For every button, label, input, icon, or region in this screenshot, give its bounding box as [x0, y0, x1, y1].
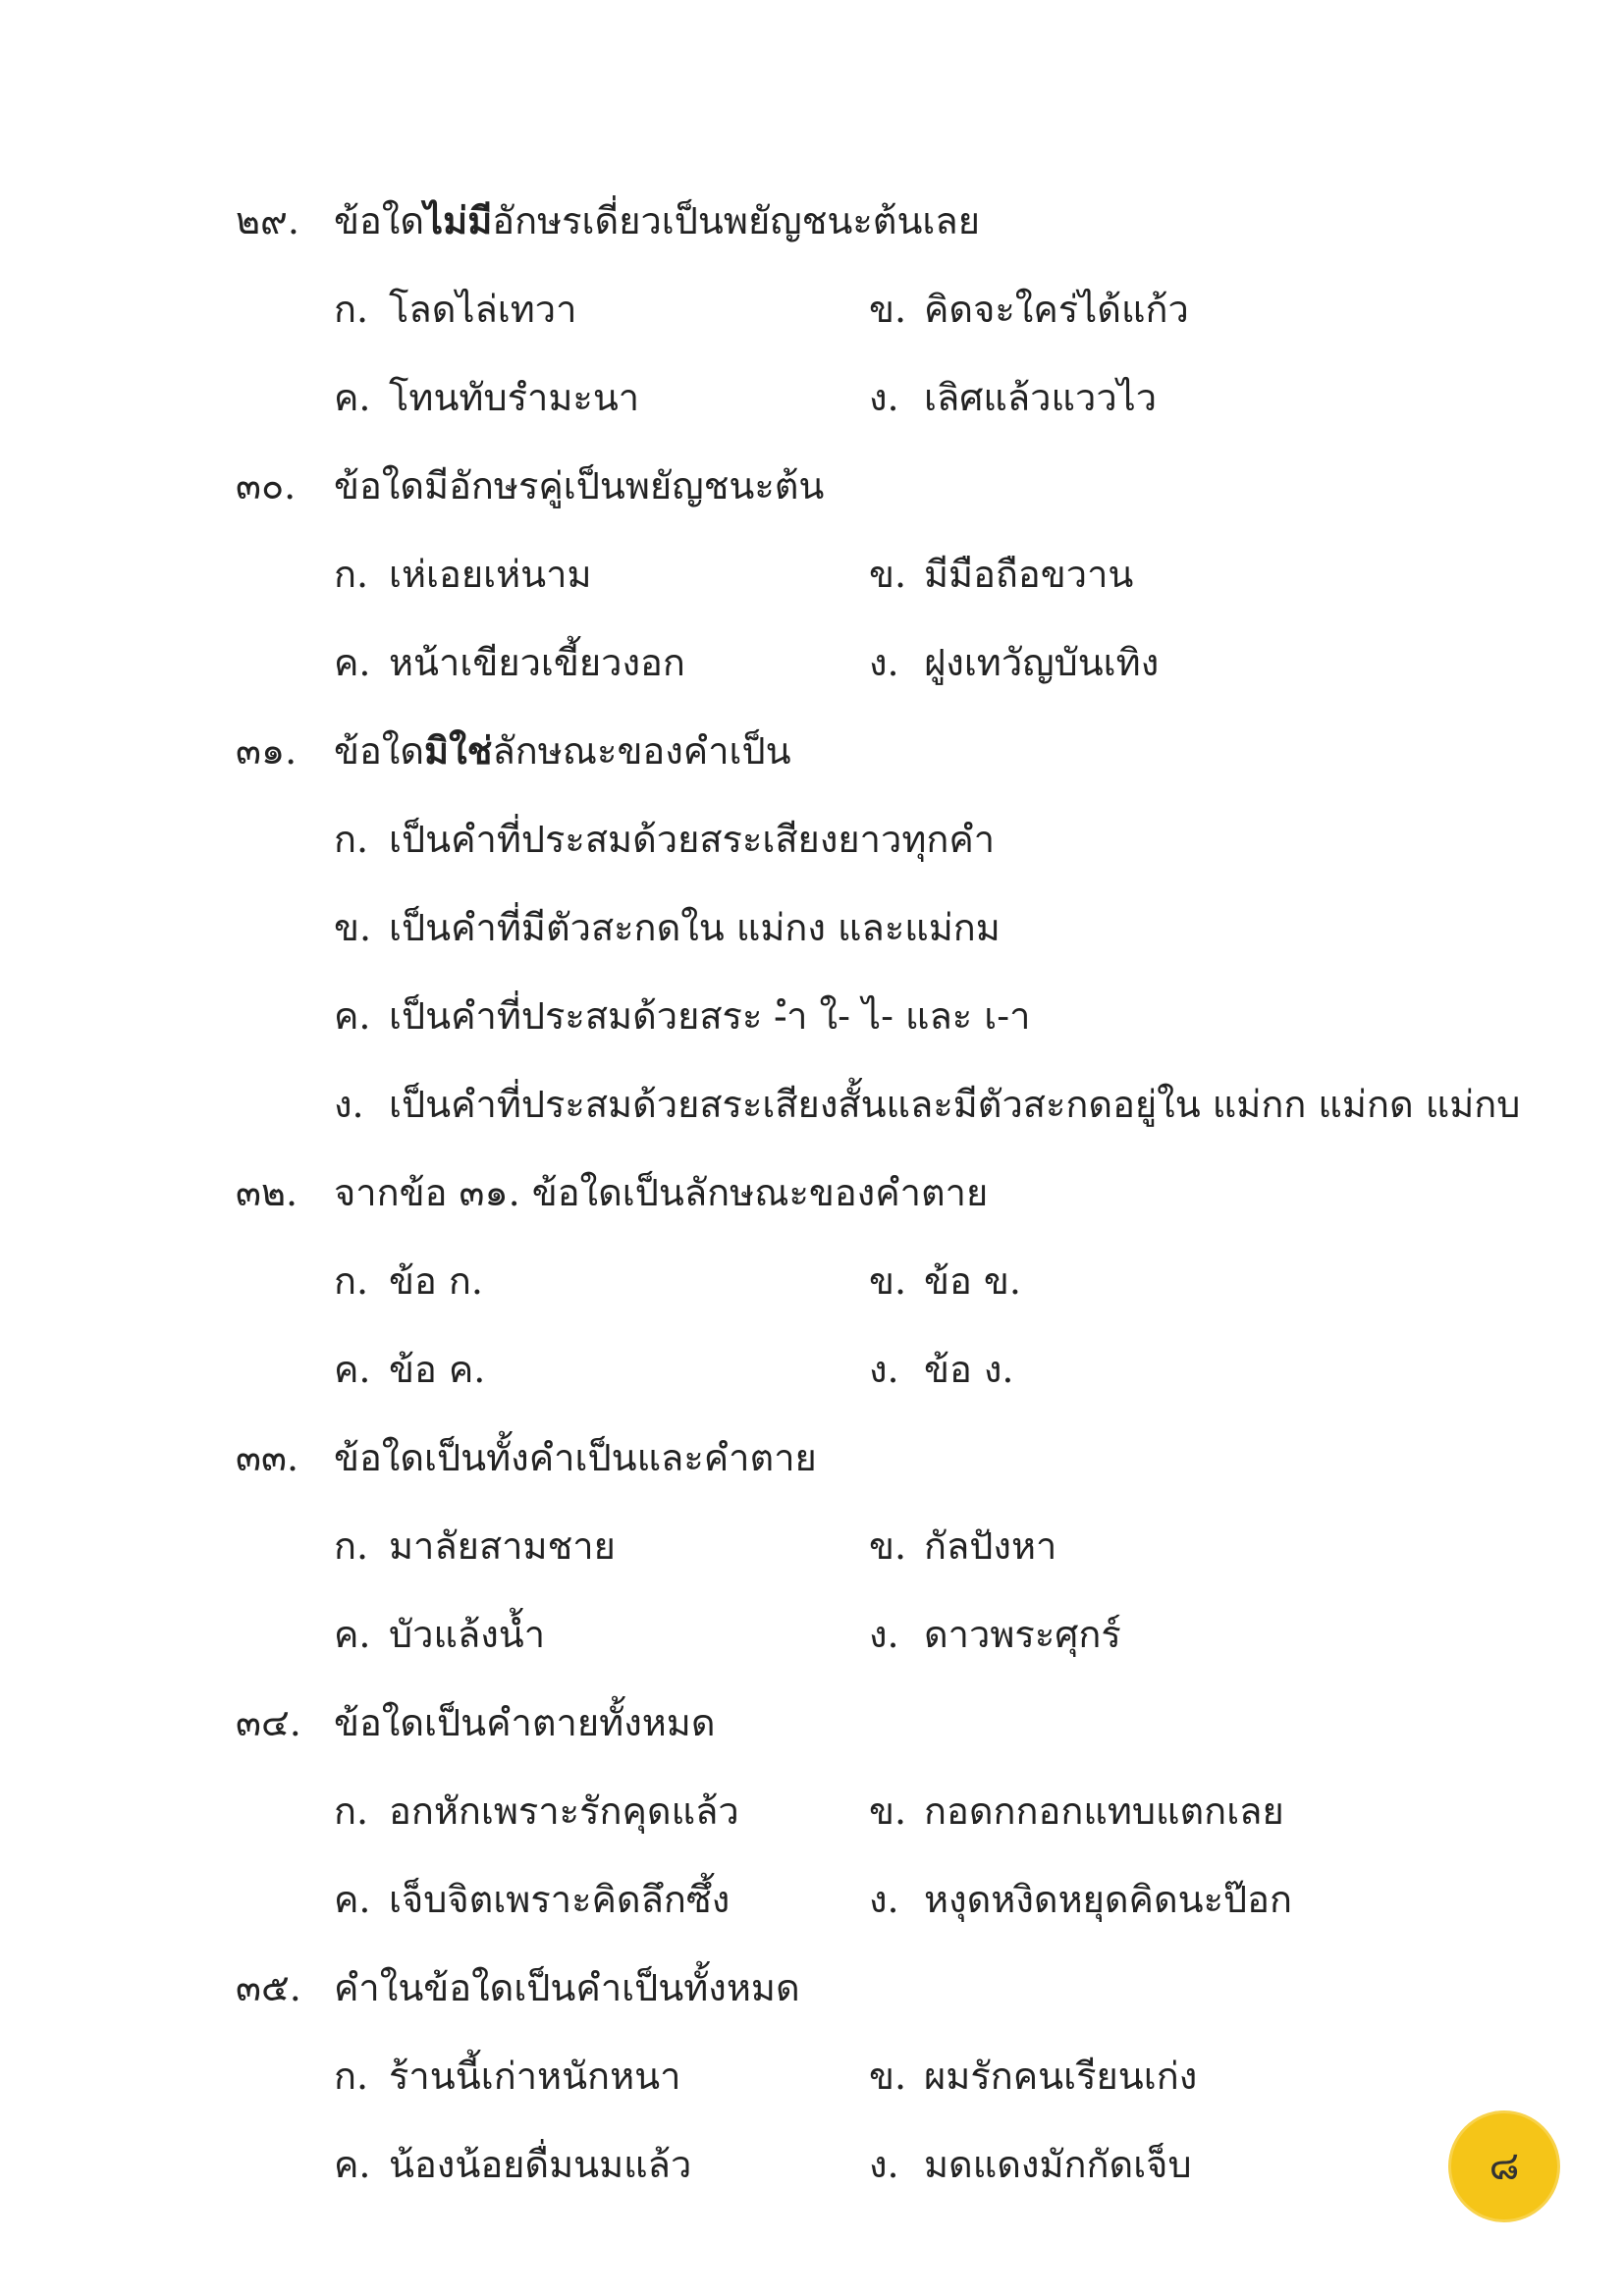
choice-b: [869, 265, 1189, 353]
question-line: [0, 442, 1624, 530]
choice-b: [334, 883, 1001, 972]
question-text: ข้อใดเป็นทั้งคำเป็นและคำตาย: [334, 1436, 817, 1479]
choice-row: [0, 530, 1624, 618]
choice-a: [334, 1767, 739, 1855]
choice-text: ข้อ ง.: [924, 1348, 1014, 1391]
choice-text: บัวแล้งน้ำ: [389, 1613, 546, 1656]
question-text-pre: ข้อใด: [334, 199, 425, 242]
choice-text: มีมือถือขวาน: [924, 553, 1134, 596]
choice-letter: ก.: [334, 1789, 369, 1833]
choice-row: [0, 1237, 1624, 1325]
choice-letter: ค.: [334, 1348, 371, 1391]
choice-letter: ง.: [869, 1613, 899, 1656]
question-35: [0, 1944, 1624, 2209]
choice-letter: ค.: [334, 376, 371, 419]
question-line: [0, 1414, 1624, 1502]
question-34: [0, 1679, 1624, 1944]
choice-letter: ข.: [334, 906, 372, 949]
choice-row: [0, 1325, 1624, 1414]
question-text-post: ลักษณะของคำเป็น: [492, 729, 791, 773]
choice-d: [869, 2120, 1192, 2209]
question-text: [334, 707, 791, 795]
choice-c: [334, 1325, 485, 1414]
choice-row: [0, 1855, 1624, 1944]
choice-letter: ก.: [334, 1524, 369, 1568]
choice-d: [334, 1060, 1520, 1148]
question-text: คำในข้อใดเป็นคำเป็นทั้งหมด: [334, 1966, 800, 2009]
choice-c: [334, 1590, 545, 1679]
choice-a: [334, 1237, 483, 1325]
question-text-emphasis: มิใช่: [424, 728, 493, 773]
choice-c: [334, 2120, 691, 2209]
choice-letter: ง.: [869, 1878, 899, 1921]
choice-text: ร้านนี้เก่าหนักหนา: [389, 2055, 681, 2098]
choice-text: เป็นคำที่ประสมด้วยสระ -ำ ใ- ไ- และ เ-า: [389, 994, 1031, 1038]
choice-a: [334, 265, 576, 353]
choice-letter: ก.: [334, 818, 369, 861]
choice-text: กัลปังหา: [924, 1524, 1057, 1568]
choice-row: [0, 1502, 1624, 1590]
page-number: ๘: [1489, 2144, 1520, 2189]
question-text-pre: ข้อใด: [334, 729, 425, 773]
choice-letter: ข.: [869, 1524, 907, 1568]
choice-row: [0, 353, 1624, 442]
choice-b: [869, 2032, 1197, 2120]
choice-row: [0, 883, 1624, 972]
choice-text: เห่เอยเห่นาม: [389, 553, 592, 596]
question-number: ๓๓.: [236, 1436, 299, 1479]
choice-row: [0, 265, 1624, 353]
choice-c: [334, 972, 1030, 1060]
choice-letter: ค.: [334, 994, 371, 1038]
choice-letter: ค.: [334, 1613, 371, 1656]
choice-row: [0, 1767, 1624, 1855]
choice-a: [334, 530, 592, 618]
question-32: [0, 1148, 1624, 1414]
choice-text: โลดไล่เทวา: [389, 288, 577, 331]
choice-letter: ค.: [334, 641, 371, 684]
choice-row: [0, 1590, 1624, 1679]
choice-letter: ค.: [334, 1878, 371, 1921]
choice-letter: ข.: [869, 2055, 907, 2098]
choice-c: [334, 353, 639, 442]
question-number: ๓๒.: [236, 1171, 298, 1214]
choice-text: โทนทับรำมะนา: [389, 376, 640, 419]
choice-b: [869, 1502, 1056, 1590]
choice-letter: ง.: [869, 641, 899, 684]
choice-letter: ง.: [869, 376, 899, 419]
question-number: ๓๔.: [236, 1701, 301, 1744]
question-text: [334, 177, 980, 265]
choice-letter: ข.: [869, 1789, 907, 1833]
choice-text: คิดจะใคร่ได้แก้ว: [924, 288, 1189, 331]
question-line: [0, 1679, 1624, 1767]
choice-letter: ก.: [334, 288, 369, 331]
choice-row: [0, 795, 1624, 883]
choice-a: [334, 1502, 616, 1590]
choice-text: เป็นคำที่มีตัวสะกดใน แม่กง และแม่กม: [389, 906, 1001, 949]
question-text: ข้อใดเป็นคำตายทั้งหมด: [334, 1701, 716, 1744]
choice-letter: ค.: [334, 2143, 371, 2186]
choice-text: ผมรักคนเรียนเก่ง: [924, 2055, 1198, 2098]
choice-letter: ง.: [869, 1348, 899, 1391]
choice-text: เป็นคำที่ประสมด้วยสระเสียงยาวทุกคำ: [389, 818, 996, 861]
question-text: ข้อใดมีอักษรคู่เป็นพยัญชนะต้น: [334, 464, 825, 507]
choice-b: [869, 530, 1133, 618]
choice-text: มาลัยสามชาย: [389, 1524, 616, 1568]
choice-text: เป็นคำที่ประสมด้วยสระเสียงสั้นและมีตัวสะกดอยู่ใน แม่กก แม่กด แม่กบ: [389, 1083, 1521, 1126]
question-text-emphasis: ไม่มี: [424, 198, 493, 242]
choice-d: [869, 1590, 1121, 1679]
choice-a: [334, 2032, 680, 2120]
choice-text: ข้อ ก.: [389, 1259, 483, 1303]
choice-text: หน้าเขียวเขี้ยวงอก: [389, 641, 685, 684]
choice-text: ฝูงเทวัญบันเทิง: [924, 641, 1160, 684]
choice-text: กอดกกอกแทบแตกเลย: [924, 1789, 1284, 1833]
choice-text: หงุดหงิดหยุดคิดนะป๊อก: [924, 1878, 1292, 1921]
question-line: [0, 1148, 1624, 1237]
question-text-post: อักษรเดี่ยวเป็นพยัญชนะต้นเลย: [492, 199, 980, 242]
question-number: ๓๑.: [236, 729, 298, 773]
question-line: [0, 1944, 1624, 2032]
choice-text: ข้อ ข.: [924, 1259, 1021, 1303]
choice-text: ข้อ ค.: [389, 1348, 486, 1391]
choice-row: [0, 2032, 1624, 2120]
question-number: ๓๕.: [236, 1966, 301, 2009]
question-30: [0, 442, 1624, 707]
choice-letter: ข.: [869, 553, 907, 596]
choice-letter: ข.: [869, 1259, 907, 1303]
choice-row: [0, 618, 1624, 707]
choice-c: [334, 1855, 730, 1944]
choice-text: น้องน้อยดื่มนมแล้ว: [389, 2143, 692, 2186]
question-line: [0, 707, 1624, 795]
choice-c: [334, 618, 685, 707]
choice-text: อกหักเพราะรักคุดแล้ว: [389, 1789, 739, 1833]
choice-letter: ง.: [334, 1083, 364, 1126]
question-number: ๓๐.: [236, 464, 297, 507]
choice-a: [334, 795, 995, 883]
choice-letter: ข.: [869, 288, 907, 331]
choice-b: [869, 1767, 1284, 1855]
question-33: [0, 1414, 1624, 1679]
choice-row: [0, 972, 1624, 1060]
page-number-badge: [1451, 2113, 1557, 2219]
choice-letter: ก.: [334, 2055, 369, 2098]
question-29: [0, 177, 1624, 442]
choice-row: [0, 2120, 1624, 2209]
choice-b: [869, 1237, 1021, 1325]
choice-row: [0, 1060, 1624, 1148]
choice-letter: ง.: [869, 2143, 899, 2186]
choice-text: มดแดงมักกัดเจ็บ: [924, 2143, 1192, 2186]
question-31: [0, 707, 1624, 1148]
choice-d: [869, 353, 1157, 442]
choice-d: [869, 1325, 1014, 1414]
choice-d: [869, 618, 1159, 707]
choice-text: เจ็บจิตเพราะคิดลึกซึ้ง: [389, 1878, 731, 1921]
choice-text: ดาวพระศุกร์: [924, 1613, 1121, 1656]
question-text: จากข้อ ๓๑. ข้อใดเป็นลักษณะของคำตาย: [334, 1171, 989, 1214]
choice-letter: ก.: [334, 553, 369, 596]
question-number: ๒๙.: [236, 199, 299, 242]
choice-d: [869, 1855, 1292, 1944]
question-line: [0, 177, 1624, 265]
choice-letter: ก.: [334, 1259, 369, 1303]
choice-text: เลิศแล้วแววไว: [924, 376, 1158, 419]
